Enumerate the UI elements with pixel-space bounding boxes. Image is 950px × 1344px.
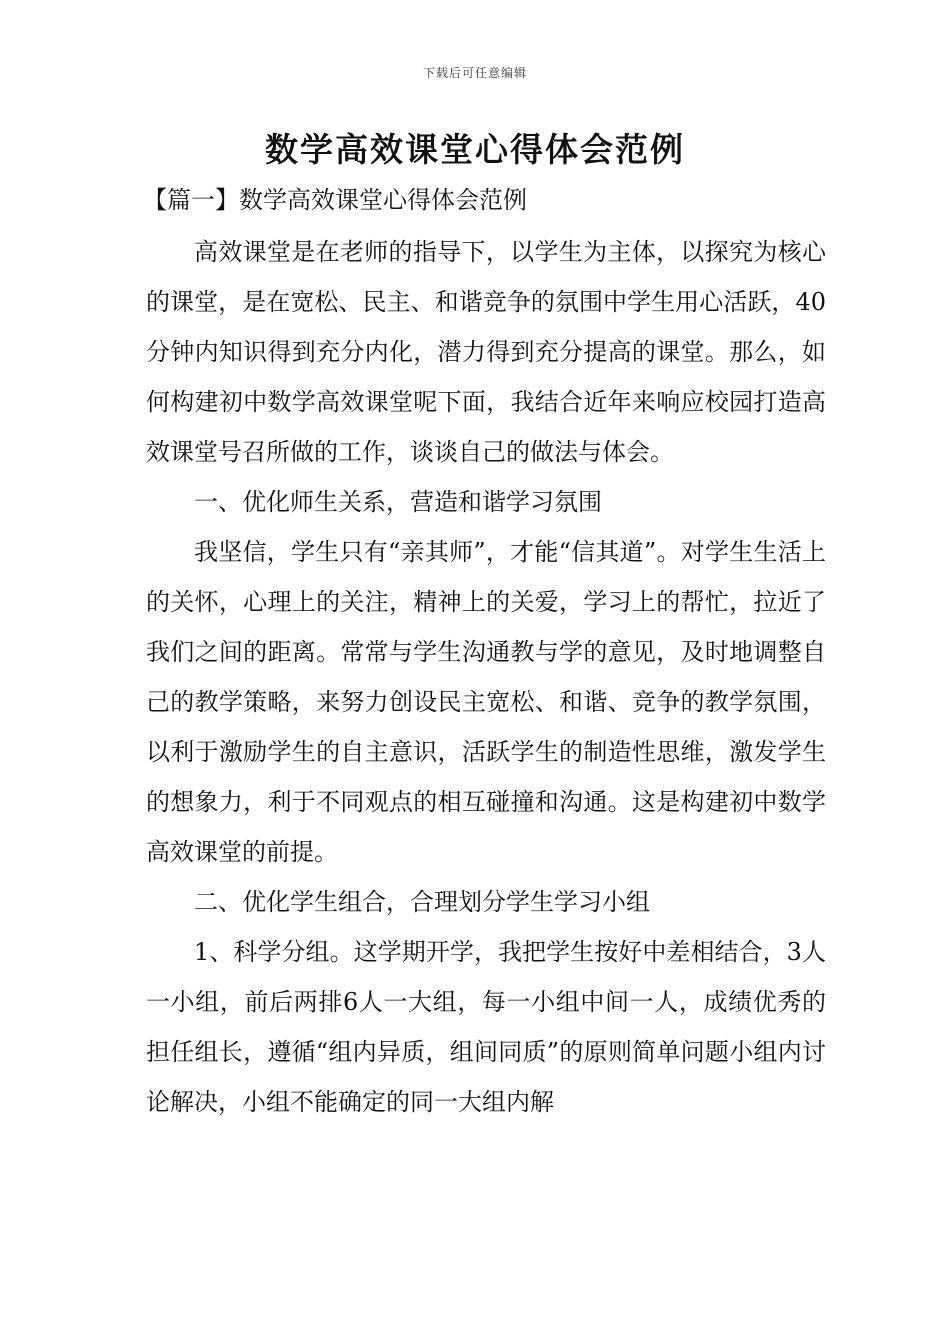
- heading-one: 一、优化师生关系，营造和谐学习氛围: [194, 488, 602, 516]
- document-title: 数学高效课堂心得体会范例: [265, 130, 685, 169]
- paragraph-intro: 高效课堂是在老师的指导下，以学生为主体，以探究为核心的课堂，是在宽松、民主、和谐竞争的氛围中学生用心活跃，40分钟内知识得到充分内化，潜力得到充分提高的课堂。那么，如何构建初中数学高效课堂呢下面，我结合近年来响应校园打造高效课堂号召所做的工作，谈谈自己的做法与体会。: [146, 238, 826, 466]
- paragraph-grouping: 1、科学分组。这学期开学，我把学生按好中差相结合，3人一小组，前后两排6人一大组，每一小组中间一人，成绩优秀的担任组长，遵循“组内异质，组间同质”的原则简单问题小组内讨论解决，小组不能确定的同一大组内解: [146, 938, 826, 1116]
- header-note: 下载后可任意编辑: [422, 66, 527, 80]
- section-title: 【篇一】数学高效课堂心得体会范例: [143, 186, 527, 214]
- document-body: [146, 227, 826, 1127]
- paragraph-teacher-student: 我坚信，学生只有“亲其师”，才能“信其道”。对学生生活上的关怀，心理上的关注，精神上的关爱，学习上的帮忙，拉近了我们之间的距离。常常与学生沟通教与学的意见，及时地调整自己的教学策略，来努力创设民主宽松、和谐、竞争的教学氛围，以利于激励学生的自主意识，活跃学生的制造性思维，激发学生的想象力，利于不同观点的相互碰撞和沟通。这是构建初中数学高效课堂的前提。: [146, 538, 826, 866]
- heading-two: 二、优化学生组合，合理划分学生学习小组: [194, 888, 650, 916]
